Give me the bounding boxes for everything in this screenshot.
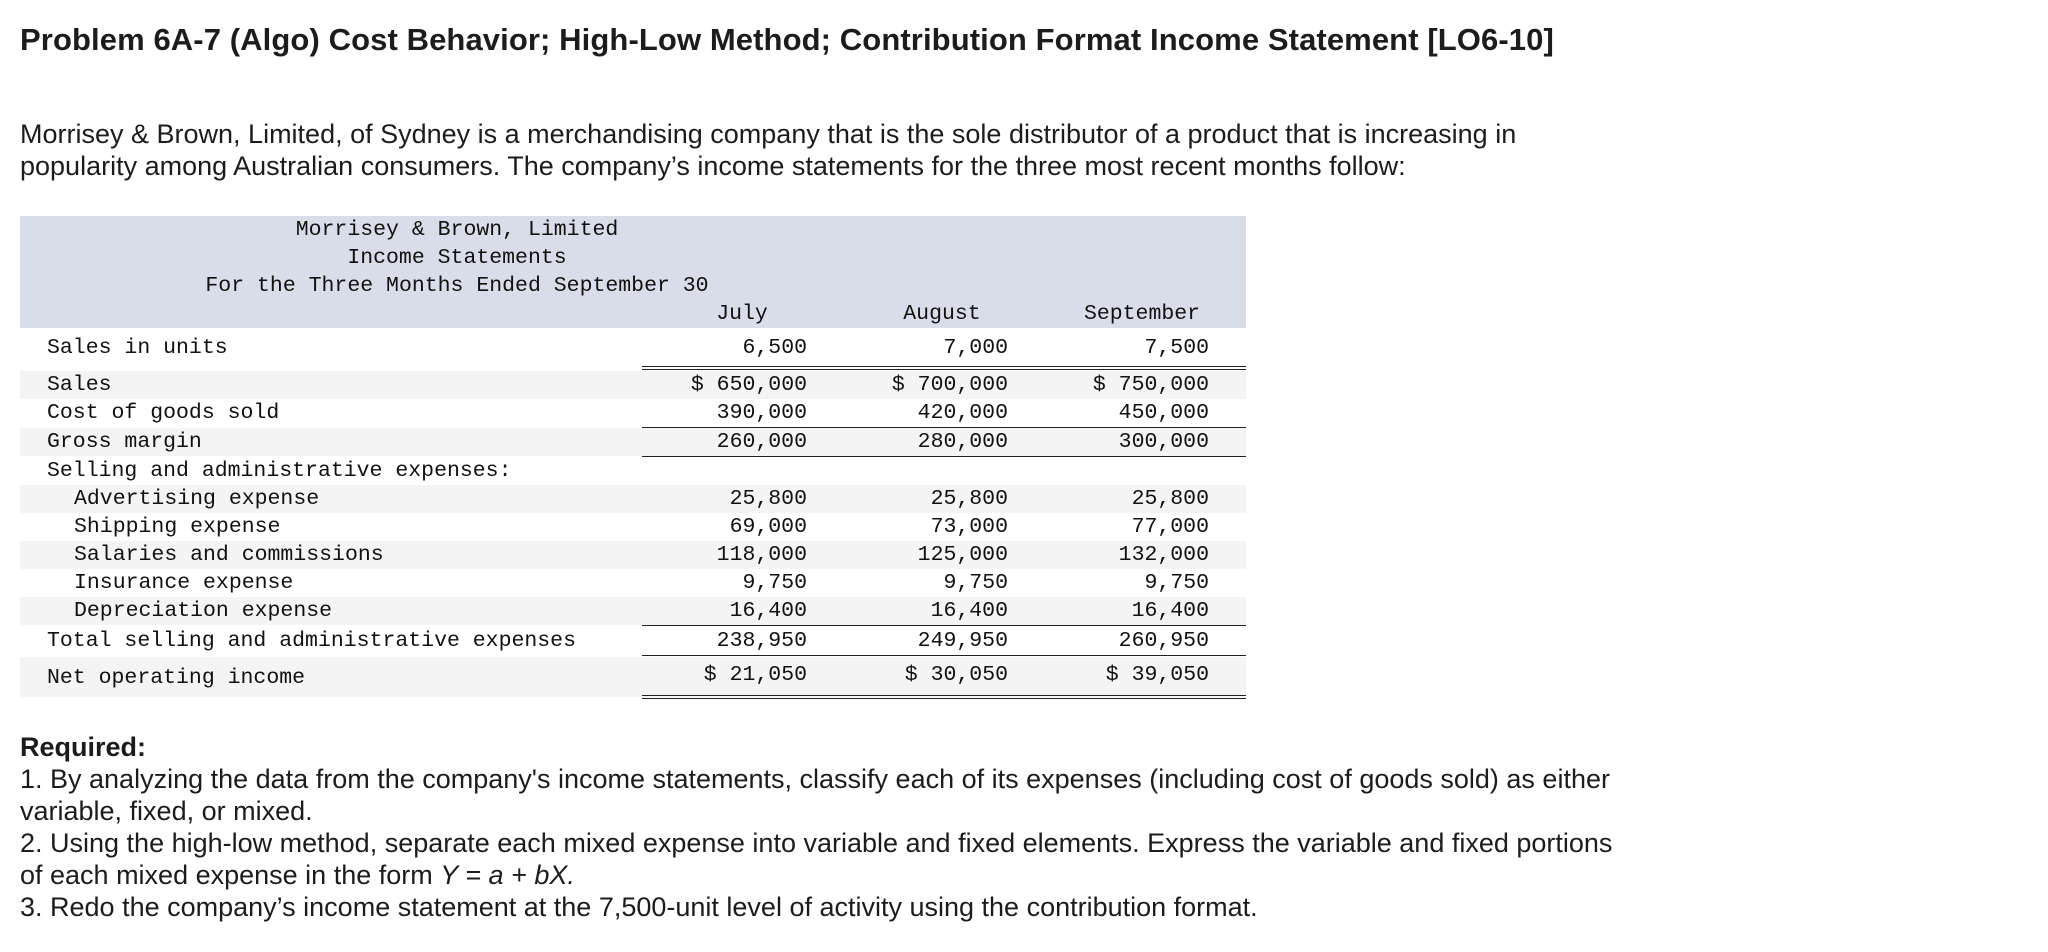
value-august: 420,000 — [917, 401, 1008, 425]
value-september: $ 750,000 — [1092, 373, 1209, 397]
row-sales — [20, 371, 1246, 399]
value-september: $ 39,050 — [1105, 663, 1209, 687]
value-september: 7,500 — [1144, 336, 1209, 360]
income-statement-table — [20, 216, 1246, 690]
row-label: Salaries and commissions — [74, 543, 384, 567]
row-label: Insurance expense — [74, 571, 294, 595]
value-july: 9,750 — [742, 571, 807, 595]
required-heading: Required: — [20, 732, 147, 762]
rule — [642, 625, 1246, 626]
required-line-text: of each mixed expense in the form — [20, 860, 441, 890]
value-july: $ 21,050 — [703, 663, 807, 687]
row-cost-of-goods-sold — [20, 399, 1246, 427]
rule — [642, 695, 1246, 696]
value-august: 7,000 — [943, 336, 1008, 360]
intro-line: popularity among Australian consumers. The company’s income statements for the three most recent months follow: — [20, 151, 1406, 181]
required-section — [20, 731, 1720, 923]
value-august: $ 700,000 — [891, 373, 1008, 397]
row-label: Depreciation expense — [74, 599, 333, 623]
value-september: 25,800 — [1131, 487, 1209, 511]
row-insurance-expense — [20, 569, 1246, 597]
value-september: 450,000 — [1118, 401, 1209, 425]
value-july: 16,400 — [729, 599, 807, 623]
month-header-september: September — [1083, 302, 1201, 326]
value-july: 238,950 — [716, 629, 807, 653]
intro-paragraph — [20, 118, 1720, 182]
row-label: Sales in units — [47, 336, 228, 360]
value-august: 125,000 — [917, 543, 1008, 567]
value-september: 9,750 — [1144, 571, 1209, 595]
rule — [642, 366, 1246, 367]
value-september: 77,000 — [1131, 515, 1209, 539]
value-august: 249,950 — [917, 629, 1008, 653]
row-net-operating-income — [20, 657, 1246, 697]
value-july: 6,500 — [742, 336, 807, 360]
month-header-august: August — [903, 302, 981, 326]
value-august: 280,000 — [917, 430, 1008, 454]
statement-name: Income Statements — [347, 246, 567, 270]
row-gross-margin — [20, 428, 1246, 456]
value-august: 16,400 — [930, 599, 1008, 623]
required-line: 2. Using the high-low method, separate each mixed expense into variable and fixed elements. Express the variable and fixed portions — [20, 828, 1613, 858]
row-advertising-expense — [20, 485, 1246, 513]
statement-header — [20, 216, 1246, 328]
value-august: 9,750 — [943, 571, 1008, 595]
company-name: Morrisey & Brown, Limited — [295, 218, 619, 242]
value-july: $ 650,000 — [690, 373, 807, 397]
row-label: Gross margin — [47, 430, 202, 454]
value-september: 132,000 — [1118, 543, 1209, 567]
intro-line: Morrisey & Brown, Limited, of Sydney is a merchandising company that is the sole distributor of a product that is increasing in — [20, 119, 1517, 149]
value-august: 25,800 — [930, 487, 1008, 511]
value-july: 25,800 — [729, 487, 807, 511]
value-august: $ 30,050 — [904, 663, 1008, 687]
row-shipping-expense — [20, 513, 1246, 541]
required-line: 3. Redo the company’s income statement at the 7,500-unit level of activity using the contribution format. — [20, 892, 1258, 922]
cost-formula: Y = a + bX. — [440, 860, 575, 890]
value-september: 16,400 — [1131, 599, 1209, 623]
row-label: Cost of goods sold — [47, 401, 280, 425]
row-selling-admin-heading — [20, 457, 1246, 485]
page-title: Problem 6A-7 (Algo) Cost Behavior; High-Low Method; Contribution Format Income Statement [LO6-10] — [20, 22, 1554, 57]
value-august: 73,000 — [930, 515, 1008, 539]
required-line: 1. By analyzing the data from the company's income statements, classify each of its expenses (including cost of goods sold) as either — [20, 764, 1610, 794]
row-label: Sales — [47, 373, 112, 397]
row-salaries-commissions — [20, 541, 1246, 569]
value-september: 260,950 — [1118, 629, 1209, 653]
row-label: Selling and administrative expenses: — [47, 459, 512, 483]
required-line — [20, 859, 1720, 891]
row-label: Shipping expense — [74, 515, 281, 539]
rule — [642, 655, 1246, 656]
row-label: Total selling and administrative expenses — [47, 629, 576, 653]
value-september: 300,000 — [1118, 430, 1209, 454]
value-july: 69,000 — [729, 515, 807, 539]
rule — [642, 369, 1246, 370]
value-july: 260,000 — [716, 430, 807, 454]
month-header-july: July — [716, 302, 768, 326]
row-depreciation-expense — [20, 597, 1246, 625]
statement-period: For the Three Months Ended September 30 — [205, 274, 709, 298]
row-label: Advertising expense — [74, 487, 320, 511]
required-line: variable, fixed, or mixed. — [20, 796, 313, 826]
value-july: 118,000 — [716, 543, 807, 567]
value-july: 390,000 — [716, 401, 807, 425]
row-label: Net operating income — [47, 666, 306, 690]
row-total-selling-admin — [20, 627, 1246, 655]
row-sales-units — [20, 334, 1246, 362]
rule — [642, 698, 1246, 699]
